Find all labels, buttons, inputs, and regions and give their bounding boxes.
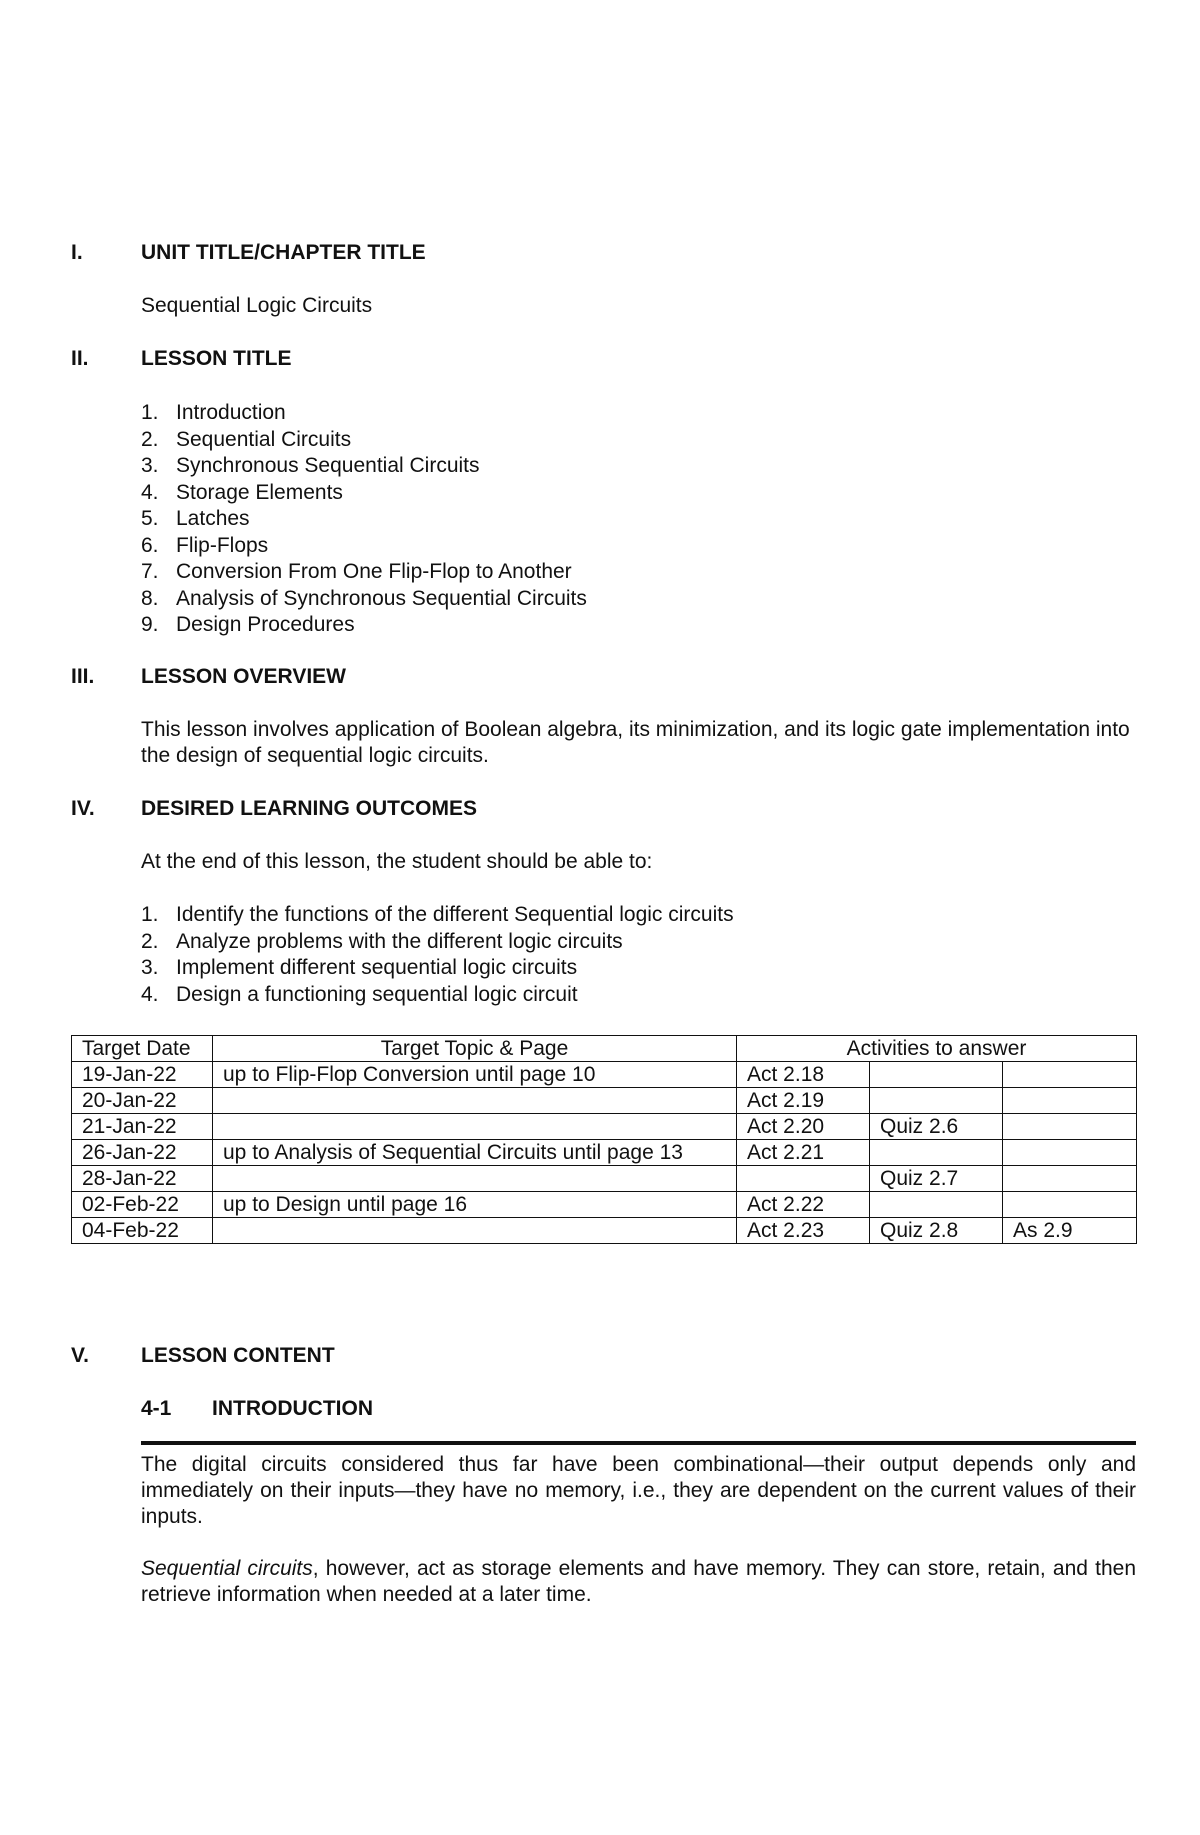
outcomes-intro: At the end of this lesson, the student should be able to: [141, 850, 653, 873]
sequential-paragraph: Sequential circuits, however, act as storage elements and have memory. They can store, retain, and then retrieve information when needed at a later time. [141, 1557, 1136, 1606]
list-item: 2. Sequential Circuits [141, 427, 352, 451]
table-cell: up to Design until page 16 [213, 1192, 737, 1218]
table-cell: Act 2.22 [737, 1192, 870, 1218]
table-row [72, 1166, 1137, 1192]
list-item: 1. Identify the functions of the different Sequential logic circuits [141, 903, 734, 926]
table-cell [1003, 1192, 1137, 1218]
table-cell [1003, 1140, 1137, 1166]
table-cell [737, 1166, 870, 1192]
table-cell: Quiz 2.6 [870, 1114, 1003, 1140]
section-number: IV. [71, 797, 95, 820]
table-cell [1003, 1062, 1137, 1088]
table-cell [1003, 1166, 1137, 1192]
table-cell: Act 2.19 [737, 1088, 870, 1114]
table-cell: up to Flip-Flop Conversion until page 10 [213, 1062, 737, 1088]
list-item: 1. Introduction [141, 401, 286, 424]
table-cell: 19-Jan-22 [72, 1062, 213, 1088]
table-cell [870, 1140, 1003, 1166]
section-title: LESSON CONTENT [141, 1344, 335, 1367]
header-cell: Target Topic & Page [213, 1036, 737, 1062]
schedule-table [71, 1035, 1137, 1244]
list-item: 3. Synchronous Sequential Circuits [141, 454, 480, 477]
list-item: 7. Conversion From One Flip-Flop to Another [141, 560, 572, 583]
section-title: LESSON OVERVIEW [141, 665, 346, 688]
list-item: 3. Implement different sequential logic circuits [141, 956, 578, 979]
list-item: 4. Storage Elements [141, 480, 343, 504]
table-cell [213, 1166, 737, 1192]
table-cell [1003, 1088, 1137, 1114]
intro-paragraph: The digital circuits considered thus far have been combinational—their output depends only and immediately on their inputs—they have no memory, i.e., they are dependent on the current values of their inputs. [141, 1453, 1136, 1528]
section-title: LESSON TITLE [141, 347, 292, 370]
table-cell: Quiz 2.7 [870, 1166, 1003, 1192]
outcomes-list [141, 902, 1136, 1008]
table-cell [870, 1088, 1003, 1114]
table-cell: As 2.9 [1003, 1218, 1137, 1244]
list-item: 5. Latches [141, 507, 250, 530]
table-cell: Act 2.21 [737, 1140, 870, 1166]
subsection-number: 4-1 [141, 1397, 172, 1420]
table-cell: 21-Jan-22 [72, 1114, 213, 1140]
table-cell: Act 2.23 [737, 1218, 870, 1244]
section-number: II. [71, 347, 89, 370]
section-number: I. [71, 241, 83, 264]
table-row [72, 1114, 1137, 1140]
table-row [72, 1062, 1137, 1088]
header-cell: Activities to answer [737, 1036, 1137, 1062]
table-cell [213, 1218, 737, 1244]
table-cell: Quiz 2.8 [870, 1218, 1003, 1244]
section-title: DESIRED LEARNING OUTCOMES [141, 797, 478, 820]
table-cell: Act 2.20 [737, 1114, 870, 1140]
subsection-title: INTRODUCTION [212, 1397, 373, 1420]
table-cell: 26-Jan-22 [72, 1140, 213, 1166]
table-header-row [72, 1036, 1137, 1062]
table-row [72, 1088, 1137, 1114]
table-row [72, 1218, 1137, 1244]
table-cell [870, 1192, 1003, 1218]
table-cell: 02-Feb-22 [72, 1192, 213, 1218]
list-item: 9. Design Procedures [141, 613, 355, 636]
list-item: 8. Analysis of Synchronous Sequential Circuits [141, 586, 587, 610]
table-cell [213, 1114, 737, 1140]
table-cell [1003, 1114, 1137, 1140]
section-number: V. [71, 1344, 89, 1367]
section-title: UNIT TITLE/CHAPTER TITLE [141, 241, 426, 264]
table-cell: 28-Jan-22 [72, 1166, 213, 1192]
section-number: III. [71, 665, 95, 688]
table-cell: 04-Feb-22 [72, 1218, 213, 1244]
table-cell: up to Analysis of Sequential Circuits until page 13 [213, 1140, 737, 1166]
divider [141, 1441, 1136, 1445]
table-cell [213, 1088, 737, 1114]
table-cell [870, 1062, 1003, 1088]
lesson-title-list [141, 400, 1136, 639]
table-cell: 20-Jan-22 [72, 1088, 213, 1114]
header-cell: Target Date [72, 1036, 213, 1062]
table-cell: Act 2.18 [737, 1062, 870, 1088]
table-row [72, 1140, 1137, 1166]
list-item: 2. Analyze problems with the different logic circuits [141, 929, 623, 953]
lesson-overview-text: This lesson involves application of Boolean algebra, its minimization, and its logic gate implementation into the design of sequential logic circuits. [141, 718, 1130, 767]
list-item: 4. Design a functioning sequential logic circuit [141, 982, 578, 1006]
list-item: 6. Flip-Flops [141, 533, 269, 557]
table-row [72, 1192, 1137, 1218]
unit-title-text: Sequential Logic Circuits [141, 294, 373, 317]
